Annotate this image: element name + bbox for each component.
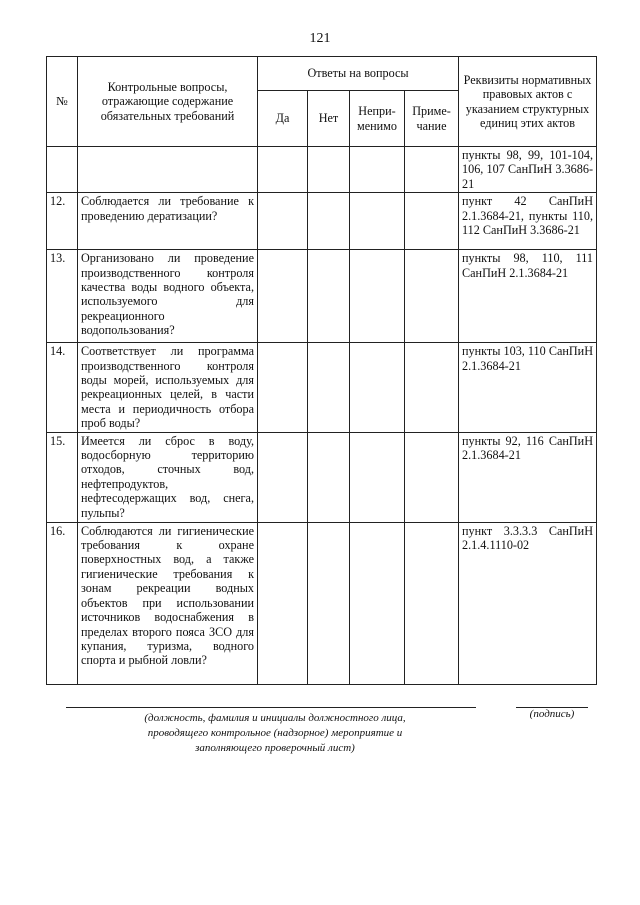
table-row (47, 193, 597, 250)
answer-no-cell[interactable] (308, 147, 350, 193)
answer-no-cell[interactable] (308, 193, 350, 250)
official-caption: (должность, фамилия и инициалы должностного лица, проводящего контрольное (надзорное) мероприятие и заполняющего проверочный лист) (144, 712, 406, 754)
row-requisites: пункт 3.3.3.3 СанПиН 2.1.4.1110-02 (459, 522, 597, 684)
answer-not-applicable-cell[interactable] (350, 432, 405, 522)
header-question: Контрольные вопросы, отражающие содержание обязательных требований (78, 57, 258, 147)
answer-no-cell[interactable] (308, 522, 350, 684)
row-question: Организовано ли проведение производственного контроля качества воды водного объекта, используемого для рекреационного водопользования? (78, 250, 258, 343)
header-answer-no: Нет (308, 91, 350, 147)
answer-yes-cell[interactable] (258, 522, 308, 684)
row-question (78, 147, 258, 193)
row-requisites: пункты 103, 110 СанПиН 2.1.3684-21 (459, 343, 597, 432)
header-answers-group: Ответы на вопросы (258, 57, 459, 91)
row-requisites: пункт 42 СанПиН 2.1.3684-21, пункты 110, 112 СанПиН 3.3686-21 (459, 193, 597, 250)
answer-not-applicable-cell[interactable] (350, 193, 405, 250)
answer-note-cell[interactable] (405, 147, 459, 193)
row-number: 13. (47, 250, 78, 343)
answer-yes-cell[interactable] (258, 147, 308, 193)
checklist-table (46, 56, 597, 685)
answer-not-applicable-cell[interactable] (350, 250, 405, 343)
page-number: 121 (309, 31, 331, 46)
header-num: № (47, 57, 78, 147)
table-row (47, 343, 597, 432)
answer-not-applicable-cell[interactable] (350, 343, 405, 432)
answer-no-cell[interactable] (308, 343, 350, 432)
header-answer-yes: Да (258, 91, 308, 147)
signature-caption: (подпись) (529, 708, 575, 720)
header-requisites: Реквизиты нормативных правовых актов с указанием структурных единиц этих актов (459, 57, 597, 147)
table-row (47, 522, 597, 684)
row-question: Имеется ли сброс в воду, водосборную территорию отходов, сточных вод, нефтепродуктов, нефтесодержащих вод, снега, пульпы? (78, 432, 258, 522)
row-question: Соблюдаются ли гигиенические требования к охране поверхностных вод, а также гигиенические требования к зонам рекреации водных объектов при использовании источников водоснабжения в пределах второго пояса ЗСО для купания, туризма, водного спорта и рыбной ловли? (78, 522, 258, 684)
answer-no-cell[interactable] (308, 432, 350, 522)
header-answer-not-applicable: Непри-менимо (350, 91, 405, 147)
header-answer-note: Приме-чание (405, 91, 459, 147)
answer-note-cell[interactable] (405, 250, 459, 343)
row-requisites: пункты 98, 110, 111 СанПиН 2.1.3684-21 (459, 250, 597, 343)
answer-not-applicable-cell[interactable] (350, 147, 405, 193)
row-number (47, 147, 78, 193)
official-signature-line (66, 707, 476, 708)
answer-not-applicable-cell[interactable] (350, 522, 405, 684)
answer-yes-cell[interactable] (258, 250, 308, 343)
table-row (47, 432, 597, 522)
table-row (47, 147, 597, 193)
row-number: 15. (47, 432, 78, 522)
answer-note-cell[interactable] (405, 343, 459, 432)
answer-note-cell[interactable] (405, 522, 459, 684)
row-question: Соблюдается ли требование к проведению дератизации? (78, 193, 258, 250)
row-question: Соответствует ли программа производственного контроля воды морей, используемых для рекреационных целей, в части места и периодичность отбора проб воды? (78, 343, 258, 432)
row-requisites: пункты 98, 99, 101-104, 106, 107 СанПиН 3.3686-21 (459, 147, 597, 193)
answer-yes-cell[interactable] (258, 343, 308, 432)
row-number: 12. (47, 193, 78, 250)
row-number: 16. (47, 522, 78, 684)
answer-yes-cell[interactable] (258, 193, 308, 250)
answer-note-cell[interactable] (405, 432, 459, 522)
answer-yes-cell[interactable] (258, 432, 308, 522)
answer-no-cell[interactable] (308, 250, 350, 343)
row-requisites: пункты 92, 116 СанПиН 2.1.3684-21 (459, 432, 597, 522)
answer-note-cell[interactable] (405, 193, 459, 250)
row-number: 14. (47, 343, 78, 432)
table-row (47, 250, 597, 343)
